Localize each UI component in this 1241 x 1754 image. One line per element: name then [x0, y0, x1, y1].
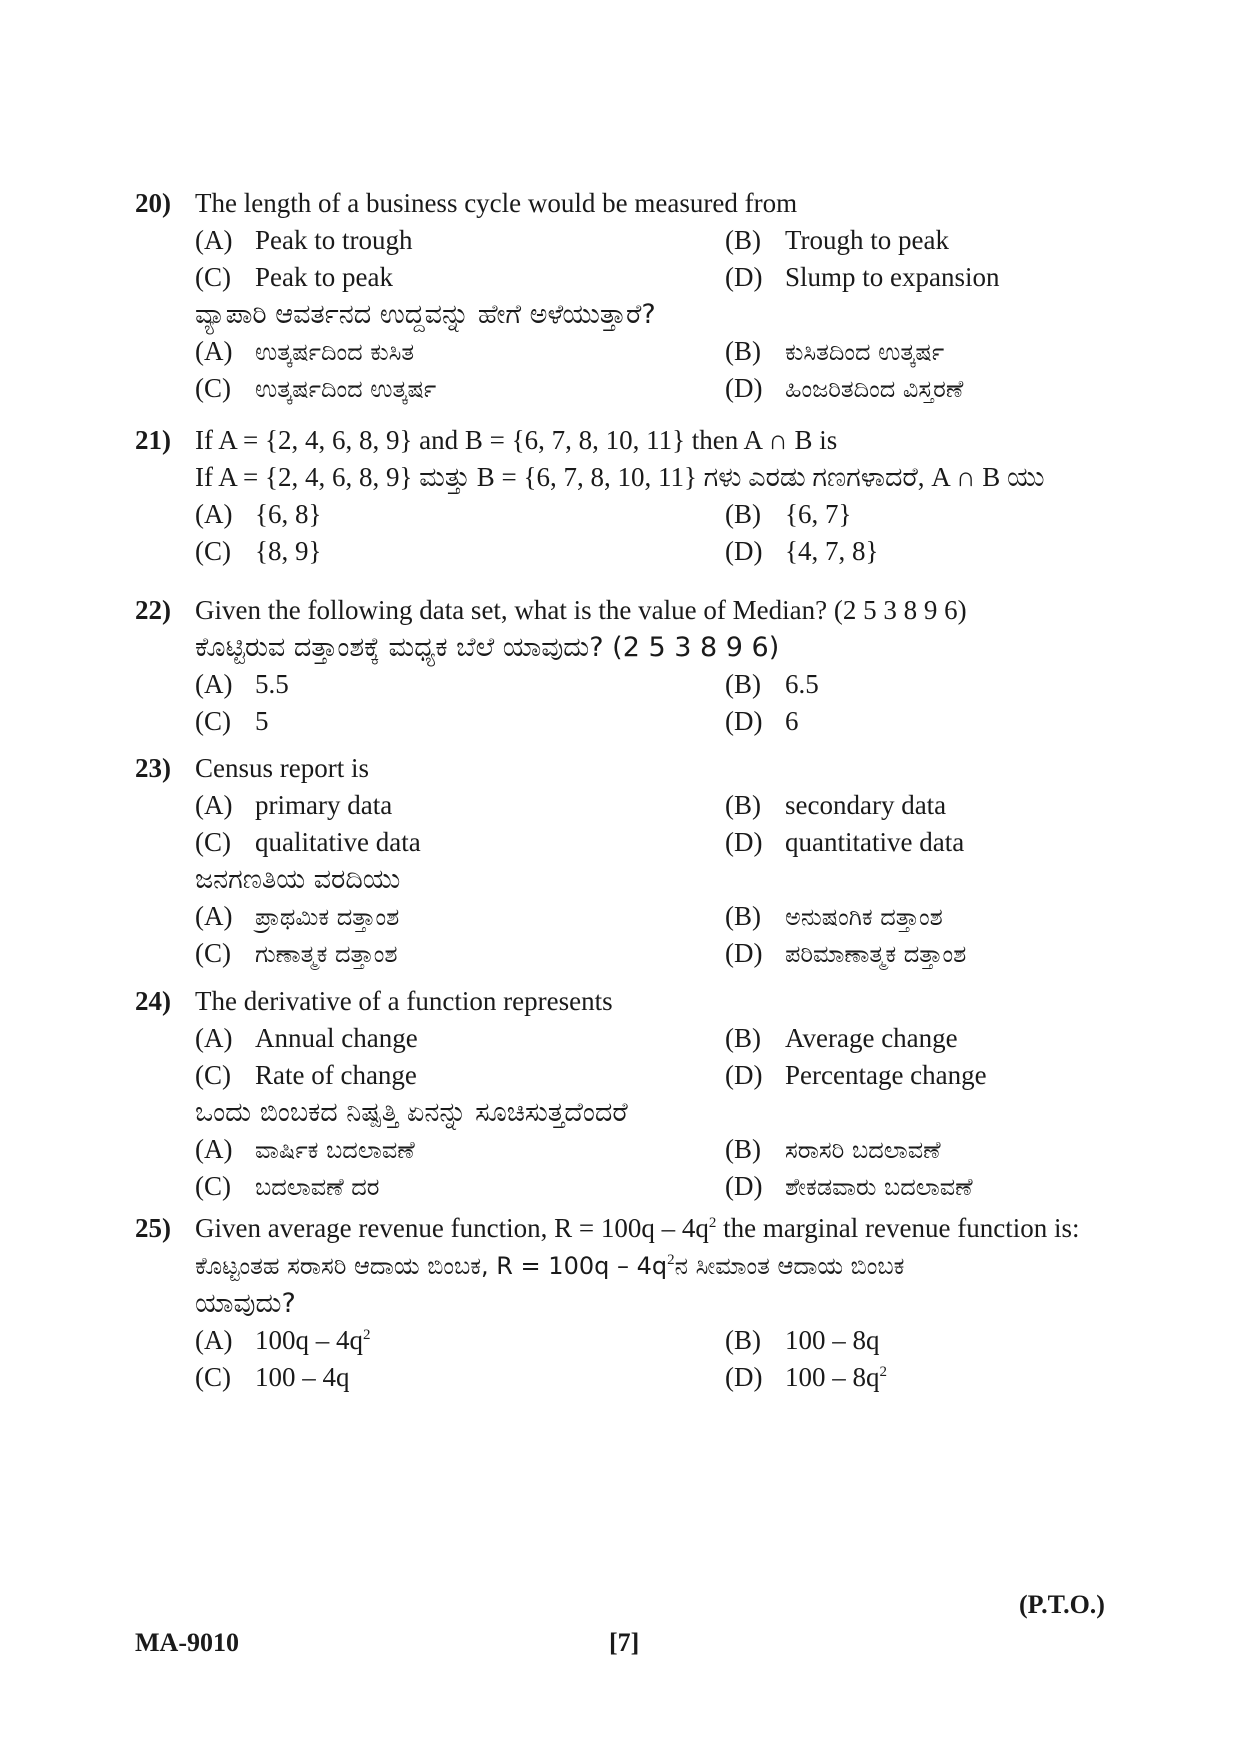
option-a-kannada: (A) ಉತ್ಕರ್ಷದಿಂದ ಕುಸಿತ — [195, 336, 415, 366]
options-row — [135, 703, 1135, 740]
question-text: 25) Given average revenue function, $R = 100q - 4q^2$ the marginal revenue function is: — [135, 1210, 1135, 1247]
option-a: (A) Peak to trough — [195, 225, 413, 255]
question-23 — [135, 750, 1135, 972]
option-b: (B) 100 – 8q — [725, 1325, 880, 1355]
question-text-kannada: ವ್ಯಾಪಾರಿ ಆವರ್ತನದ ಉದ್ದವನ್ನು ಹೇಗೆ ಅಳೆಯುತ್ತಾರೆ? — [195, 299, 656, 330]
question-text: 21) If A = {2, 4, 6, 8, 9} and B = {6, 7, 8, 10, 11} then A ∩ B is — [135, 422, 1135, 459]
question-text-kannada: If A = {2, 4, 6, 8, 9} ಮತ್ತು B = {6, 7, 8, 10, 11} ಗಳು ಎರಡು ಗಣಗಳಾದರೆ, A ∩ B ಯು — [195, 462, 1045, 492]
option-d: (D) quantitative data — [725, 827, 965, 857]
options-row — [135, 824, 1135, 861]
options-row-kannada — [135, 1168, 1135, 1205]
options-row — [135, 1020, 1135, 1057]
question-number: 24) — [135, 986, 171, 1016]
option-b-kannada: (B) ಕುಸಿತದಿಂದ ಉತ್ಕರ್ಷ — [725, 336, 945, 366]
option-c: (C) Peak to peak — [195, 262, 393, 292]
question-number: 25) — [135, 1213, 171, 1243]
options-row — [135, 533, 1135, 570]
option-b: (B) secondary data — [725, 790, 947, 820]
question-text: 24) The derivative of a function represents — [135, 983, 1135, 1020]
question-text: 22) Given the following data set, what is the value of Median? (2 5 3 8 9 6) — [135, 592, 1135, 629]
option-d: (D) Slump to expansion — [725, 262, 1000, 292]
options-row-kannada — [135, 333, 1135, 370]
option-d: (D) 6 — [725, 706, 799, 736]
option-d-kannada: (D) ಹಿಂಜರಿತದಿಂದ ವಿಸ್ತರಣೆ — [725, 373, 964, 403]
question-text-kannada: ಜನಗಣತಿಯ ವರದಿಯು — [195, 864, 401, 895]
options-row — [135, 1322, 1135, 1359]
options-row — [135, 222, 1135, 259]
option-d: (D) Percentage change — [725, 1060, 987, 1090]
question-24 — [135, 983, 1135, 1205]
option-d: (D) $100 - 8q^2$ — [725, 1362, 887, 1392]
question-22 — [135, 592, 1135, 740]
option-b: (B) {6, 7} — [725, 499, 852, 529]
question-text: 23) Census report is — [135, 750, 1135, 787]
question-number: 21) — [135, 425, 171, 455]
option-b-kannada: (B) ಅನುಷಂಗಿಕ ದತ್ತಾಂಶ — [725, 901, 943, 931]
option-d-kannada: (D) ಶೇಕಡವಾರು ಬದಲಾವಣೆ — [725, 1171, 973, 1201]
question-number: 20) — [135, 188, 171, 218]
options-row — [135, 787, 1135, 824]
question-number: 22) — [135, 595, 171, 625]
option-d: (D) {4, 7, 8} — [725, 536, 879, 566]
question-text-kannada: ಕೊಟ್ಟಿರುವ ದತ್ತಾಂಶಕ್ಕೆ ಮಧ್ಯಕ ಬೆಲೆ ಯಾವುದು? (2 5 3 8 9 6) — [195, 632, 780, 663]
question-25 — [135, 1210, 1135, 1396]
options-row-kannada — [135, 370, 1135, 407]
paper-code: MA-9010 — [135, 1628, 239, 1657]
question-text-kannada: ಕೊಟ್ಟಂತಹ ಸರಾಸರಿ ಆದಾಯ ಬಿಂಬಕ, $R = 100q - 4q^2ನ$ ಸೀಮಾಂತ ಆದಾಯ ಬಿಂಬಕ — [195, 1252, 905, 1280]
option-c-kannada: (C) ಉತ್ಕರ್ಷದಿಂದ ಉತ್ಕರ್ಷ — [195, 373, 437, 403]
option-c: (C) {8, 9} — [195, 536, 322, 566]
question-text-kannada-cont: ಯಾವುದು? — [195, 1288, 296, 1319]
option-a: (A) Annual change — [195, 1023, 418, 1053]
option-a-kannada: (A) ಪ್ರಾಥಮಿಕ ದತ್ತಾಂಶ — [195, 901, 400, 931]
question-21 — [135, 422, 1135, 570]
option-b-kannada: (B) ಸರಾಸರಿ ಬದಲಾವಣೆ — [725, 1134, 941, 1164]
question-number: 23) — [135, 753, 171, 783]
option-c-kannada: (C) ಗುಣಾತ್ಮಕ ದತ್ತಾಂಶ — [195, 938, 398, 968]
page-number: [7] — [609, 1628, 640, 1657]
option-a: (A) 5.5 — [195, 669, 289, 699]
options-row — [135, 259, 1135, 296]
options-row — [135, 1057, 1135, 1094]
options-row-kannada — [135, 898, 1135, 935]
option-d-kannada: (D) ಪರಿಮಾಣಾತ್ಮಕ ದತ್ತಾಂಶ — [725, 938, 967, 968]
options-row-kannada — [135, 1131, 1135, 1168]
option-b: (B) Trough to peak — [725, 225, 950, 255]
option-c: (C) Rate of change — [195, 1060, 417, 1090]
pto-label: (P.T.O.) — [1019, 1590, 1105, 1619]
question-text: 20) The length of a business cycle would be measured from — [135, 185, 1135, 222]
option-b: (B) Average change — [725, 1023, 958, 1053]
option-a: (A) $100q - 4q^2$ — [195, 1325, 371, 1355]
options-row — [135, 666, 1135, 703]
option-a-kannada: (A) ವಾರ್ಷಿಕ ಬದಲಾವಣೆ — [195, 1134, 415, 1164]
option-a: (A) {6, 8} — [195, 499, 322, 529]
question-text-kannada: ಒಂದು ಬಿಂಬಕದ ನಿಷ್ಪತ್ತಿ ಏನನ್ನು ಸೂಚಿಸುತ್ತದೆಂದರೆ — [195, 1097, 628, 1128]
options-row-kannada — [135, 935, 1135, 972]
options-row — [135, 496, 1135, 533]
option-c: (C) 5 — [195, 706, 269, 736]
options-row — [135, 1359, 1135, 1396]
question-20 — [135, 185, 1135, 407]
option-c: (C) 100 – 4q — [195, 1362, 350, 1392]
option-b: (B) 6.5 — [725, 669, 819, 699]
option-c-kannada: (C) ಬದಲಾವಣೆ ದರ — [195, 1171, 380, 1201]
option-c: (C) qualitative data — [195, 827, 421, 857]
option-a: (A) primary data — [195, 790, 393, 820]
